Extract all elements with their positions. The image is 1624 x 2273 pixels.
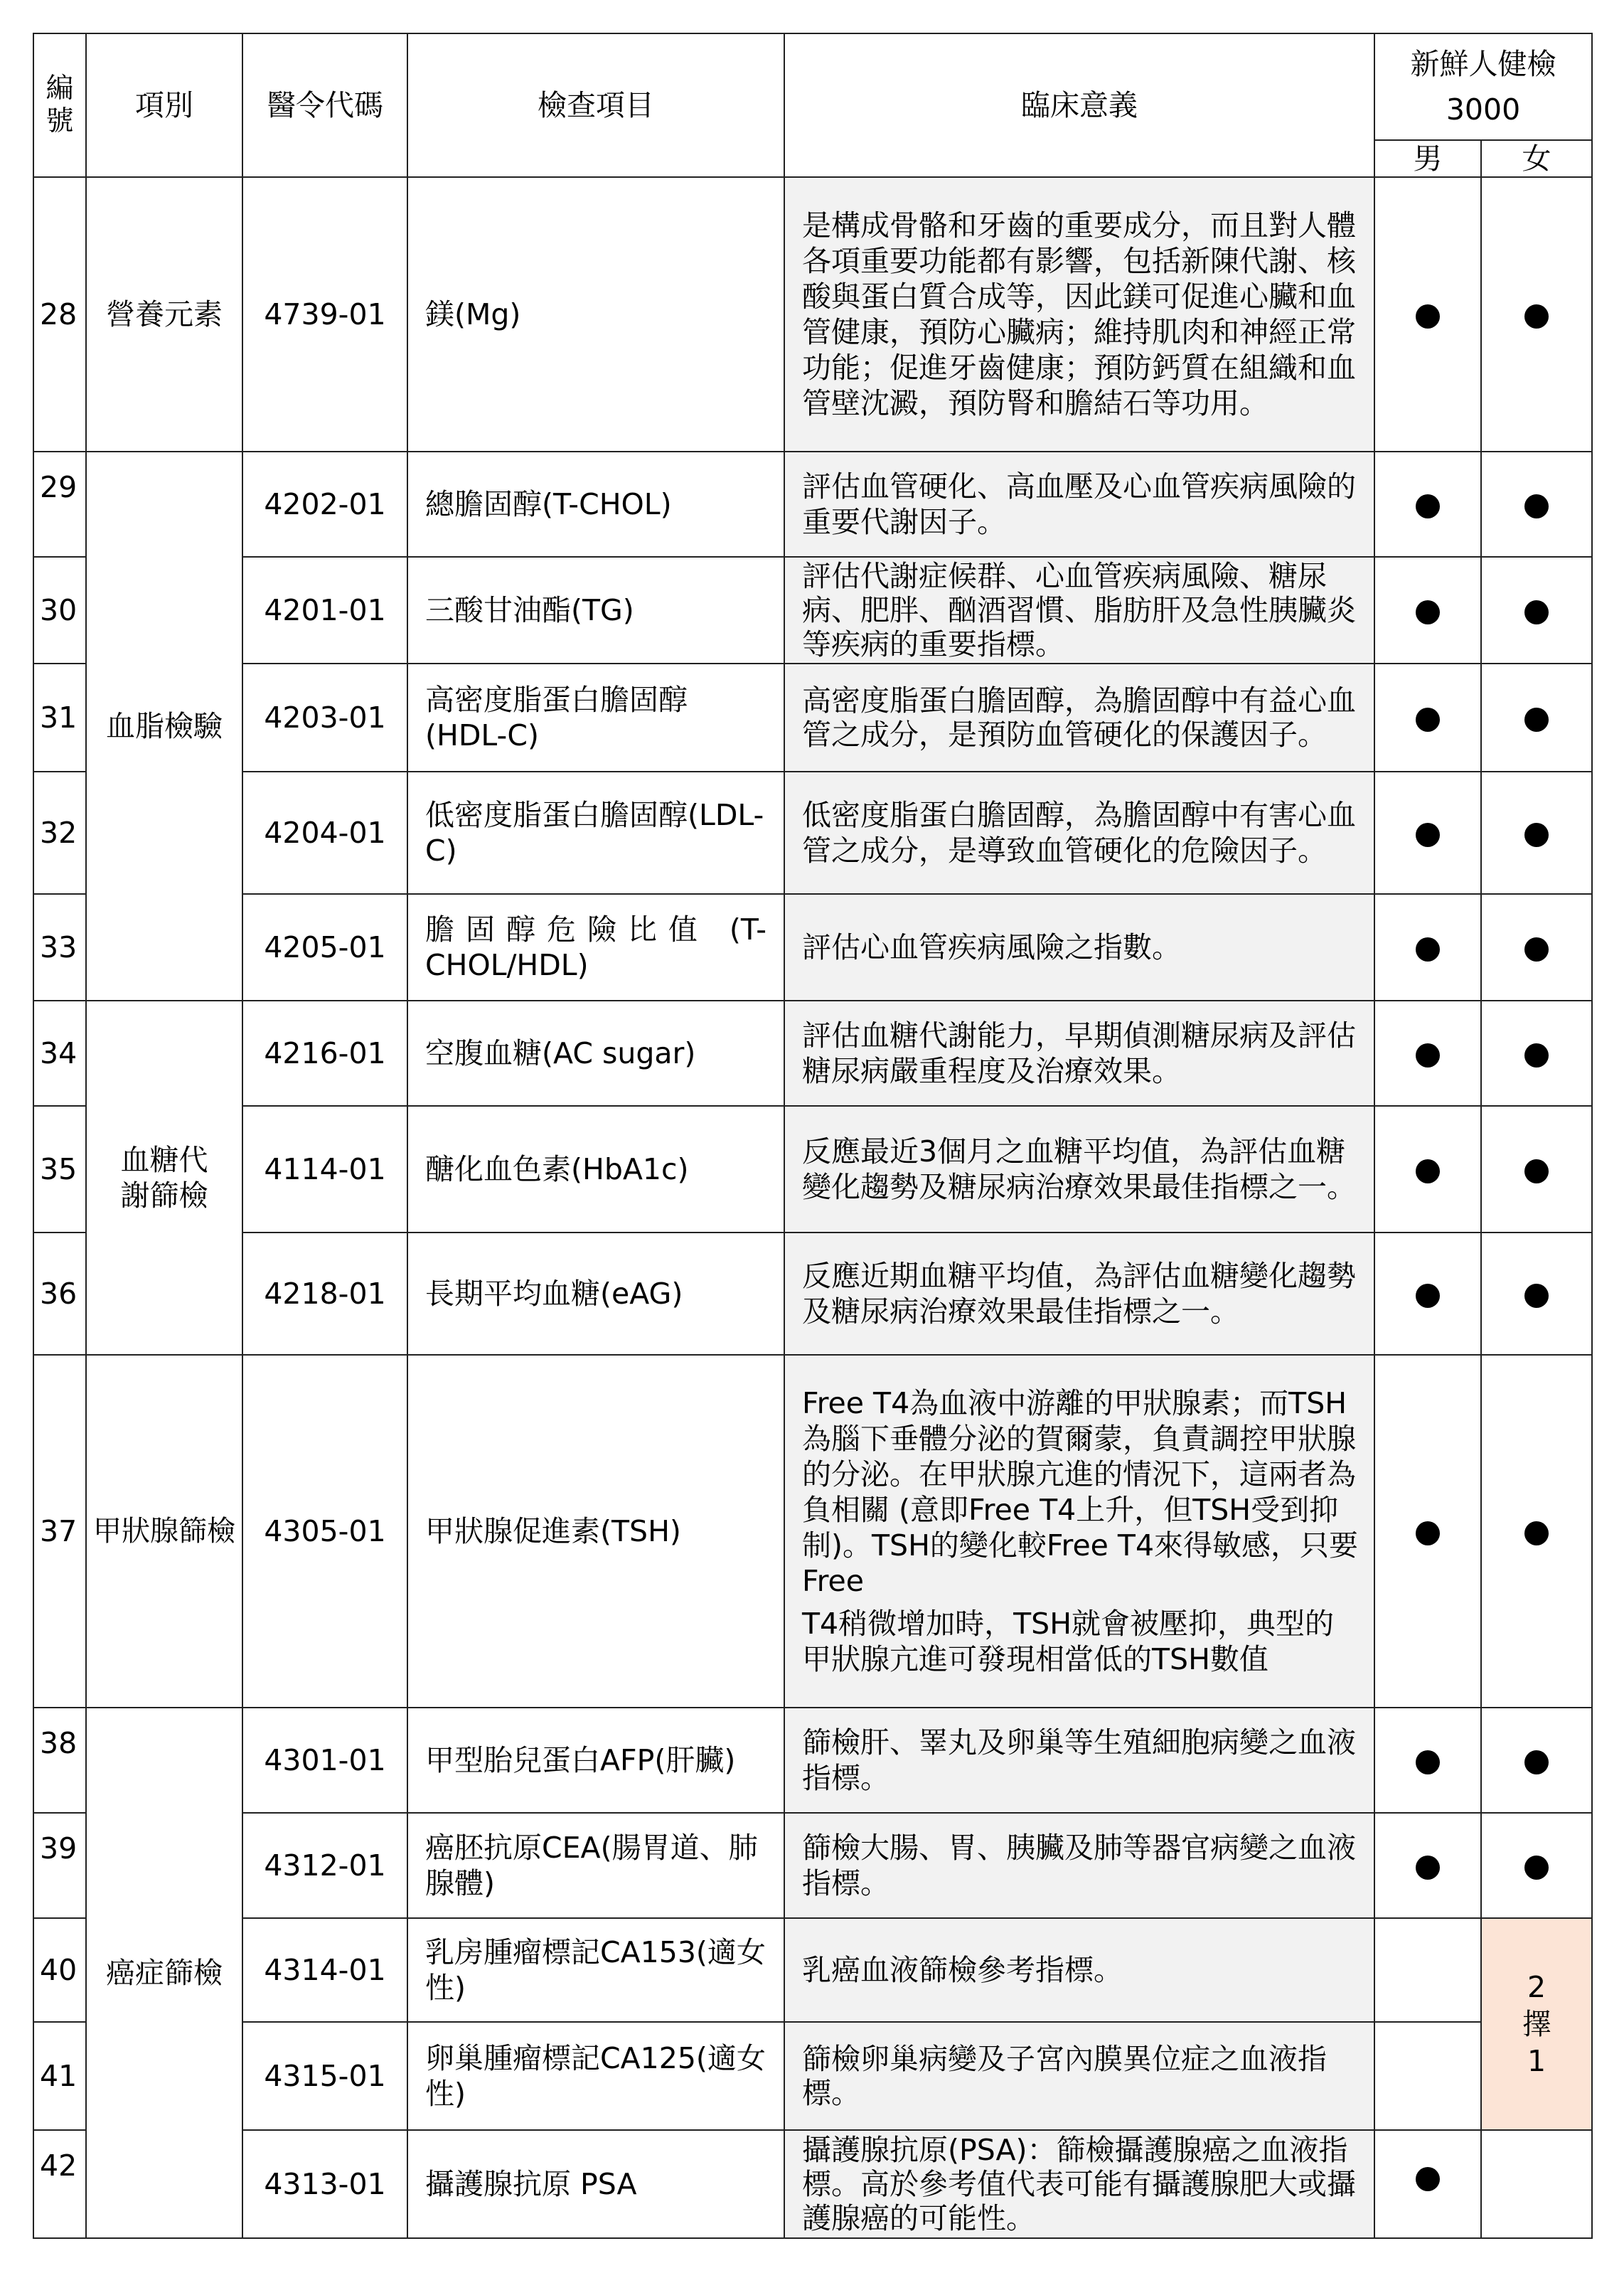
female-mark: [1481, 1355, 1592, 1708]
included-dot-icon: [1416, 1284, 1440, 1308]
female-mark: [1481, 894, 1592, 1001]
clinical-meaning: 評估代謝症候群、心血管疾病風險、糖尿病、肥胖、酗酒習慣、脂肪肝及急性胰臟炎等疾病的重要指標。: [784, 557, 1374, 664]
table-row: [33, 1106, 1592, 1233]
male-mark: [1374, 1918, 1481, 2022]
table-row: [33, 557, 1592, 664]
table-row: [33, 1708, 1592, 1813]
table-row: [33, 664, 1592, 772]
row-num: 40: [33, 1918, 86, 2022]
clinical-meaning: 反應最近3個月之血糖平均值，為評估血糖變化趨勢及糖尿病治療效果最佳指標之一。: [784, 1106, 1374, 1233]
table-row: [33, 1233, 1592, 1355]
female-mark: [1481, 452, 1592, 557]
row-num: 32: [33, 772, 86, 894]
row-num: 28: [33, 177, 86, 452]
included-dot-icon: [1416, 937, 1440, 962]
row-num: 35: [33, 1106, 86, 1233]
clinical-meaning-part2: T4稍微增加時，TSH就會被壓抑，典型的甲狀腺亢進可發現相當低的TSH數值: [802, 1607, 1335, 1676]
order-code: 4205-01: [242, 894, 407, 1001]
included-dot-icon: [1524, 1043, 1549, 1068]
female-mark: [1481, 664, 1592, 772]
table-row: [33, 1355, 1592, 1708]
included-dot-icon: [1416, 823, 1440, 847]
clinical-meaning: 攝護腺抗原(PSA)：篩檢攝護腺癌之血液指標。高於參考值代表可能有攝護腺肥大或攝護腺癌的可能性。: [784, 2130, 1374, 2238]
clinical-meaning: 是構成骨骼和牙齒的重要成分，而且對人體各項重要功能都有影響，包括新陳代謝、核酸與蛋白質合成等，因此鎂可促進心臟和血管健康，預防心臟病；維持肌肉和神經正常功能；促進牙齒健康；預防鈣質在組織和血管壁沈澱，預防腎和膽結石等功用。: [784, 177, 1374, 452]
header-num: 編號: [33, 33, 86, 177]
test-item: 乳房腫瘤標記CA153(適女性): [407, 1918, 784, 2022]
included-dot-icon: [1416, 1043, 1440, 1068]
test-item: 攝護腺抗原 PSA: [407, 2130, 784, 2238]
header-female: 女: [1481, 140, 1592, 177]
clinical-meaning: 評估心血管疾病風險之指數。: [784, 894, 1374, 1001]
male-mark: [1374, 1233, 1481, 1355]
header-item: 檢查項目: [407, 33, 784, 177]
order-code: 4314-01: [242, 1918, 407, 2022]
order-code: 4201-01: [242, 557, 407, 664]
row-num: 34: [33, 1001, 86, 1106]
male-mark: [1374, 2022, 1481, 2130]
choose-one-of-two: [1481, 1918, 1592, 2130]
clinical-meaning: [784, 1355, 1374, 1708]
order-code: 4216-01: [242, 1001, 407, 1106]
included-dot-icon: [1524, 1750, 1549, 1774]
row-num: 33: [33, 894, 86, 1001]
included-dot-icon: [1524, 1159, 1549, 1183]
test-item: 長期平均血糖(eAG): [407, 1233, 784, 1355]
included-dot-icon: [1416, 1856, 1440, 1880]
included-dot-icon: [1524, 937, 1549, 962]
order-code: 4315-01: [242, 2022, 407, 2130]
test-item: 卵巢腫瘤標記CA125(適女性): [407, 2022, 784, 2130]
order-code: 4305-01: [242, 1355, 407, 1708]
female-mark: [1481, 1233, 1592, 1355]
female-mark: [1481, 177, 1592, 452]
male-mark: [1374, 2130, 1481, 2238]
table-row: [33, 177, 1592, 452]
health-check-table: [33, 33, 1593, 2239]
header-male: 男: [1374, 140, 1481, 177]
female-mark: [1481, 2130, 1592, 2238]
clinical-meaning: 評估血糖代謝能力，早期偵測糖尿病及評估糖尿病嚴重程度及治療效果。: [784, 1001, 1374, 1106]
order-code: 4313-01: [242, 2130, 407, 2238]
choose-note: 2擇1: [1522, 1970, 1551, 2078]
row-num: 30: [33, 557, 86, 664]
male-mark: [1374, 1355, 1481, 1708]
test-item: 三酸甘油酯(TG): [407, 557, 784, 664]
included-dot-icon: [1416, 1750, 1440, 1774]
category-thyroid: 甲狀腺篩檢: [86, 1355, 242, 1708]
included-dot-icon: [1416, 494, 1440, 518]
test-item: 甲型胎兒蛋白AFP(肝臟): [407, 1708, 784, 1813]
clinical-meaning: 低密度脂蛋白膽固醇，為膽固醇中有害心血管之成分，是導致血管硬化的危險因子。: [784, 772, 1374, 894]
female-mark: [1481, 557, 1592, 664]
test-item: 醣化血色素(HbA1c): [407, 1106, 784, 1233]
included-dot-icon: [1524, 1856, 1549, 1880]
test-item: 總膽固醇(T-CHOL): [407, 452, 784, 557]
male-mark: [1374, 1813, 1481, 1918]
category-cancer: 癌症篩檢: [86, 1708, 242, 2238]
male-mark: [1374, 772, 1481, 894]
clinical-meaning: 篩檢大腸、胃、胰臟及肺等器官病變之血液指標。: [784, 1813, 1374, 1918]
category-nutrition: 營養元素: [86, 177, 242, 452]
test-item: 癌胚抗原CEA(腸胃道、肺腺體): [407, 1813, 784, 1918]
male-mark: [1374, 557, 1481, 664]
order-code: 4114-01: [242, 1106, 407, 1233]
test-item: 空腹血糖(AC sugar): [407, 1001, 784, 1106]
header-code: 醫令代碼: [242, 33, 407, 177]
male-mark: [1374, 177, 1481, 452]
included-dot-icon: [1416, 600, 1440, 624]
included-dot-icon: [1416, 1159, 1440, 1183]
table-row: [33, 894, 1592, 1001]
test-item: 甲狀腺促進素(TSH): [407, 1355, 784, 1708]
category-glucose: [86, 1001, 242, 1355]
row-num: 41: [33, 2022, 86, 2130]
table-row: [33, 2022, 1592, 2130]
clinical-meaning-part1: Free T4為血液中游離的甲狀腺素；而TSH 為腦下垂體分泌的賀爾蒙，負責調控甲狀腺的分泌。在甲狀腺亢進的情況下，這兩者為負相關 (意即Free T4上升，但TSH受到抑制)。TSH的變化較Free T4來得敏感，只要Free: [802, 1386, 1359, 1598]
order-code: 4202-01: [242, 452, 407, 557]
table-row: [33, 1918, 1592, 2022]
male-mark: [1374, 452, 1481, 557]
test-item: 鎂(Mg): [407, 177, 784, 452]
row-num: 37: [33, 1355, 86, 1708]
female-mark: [1481, 1813, 1592, 1918]
included-dot-icon: [1416, 1521, 1440, 1545]
table-row: [33, 1813, 1592, 1918]
clinical-meaning: 高密度脂蛋白膽固醇，為膽固醇中有益心血管之成分，是預防血管硬化的保護因子。: [784, 664, 1374, 772]
included-dot-icon: [1416, 304, 1440, 329]
male-mark: [1374, 894, 1481, 1001]
package-price: 3000: [1446, 92, 1521, 127]
row-num: 38: [33, 1708, 86, 1813]
test-item: 低密度脂蛋白膽固醇(LDL-C): [407, 772, 784, 894]
header-package: [1374, 33, 1592, 140]
row-num: 42: [33, 2130, 86, 2238]
female-mark: [1481, 1001, 1592, 1106]
male-mark: [1374, 664, 1481, 772]
clinical-meaning: 篩檢卵巢病變及子宮內膜異位症之血液指標。: [784, 2022, 1374, 2130]
header-category: 項別: [86, 33, 242, 177]
order-code: 4203-01: [242, 664, 407, 772]
female-mark: [1481, 1708, 1592, 1813]
clinical-meaning: 篩檢肝、睪丸及卵巢等生殖細胞病變之血液指標。: [784, 1708, 1374, 1813]
female-mark: [1481, 772, 1592, 894]
row-num: 29: [33, 452, 86, 557]
clinical-meaning: 乳癌血液篩檢參考指標。: [784, 1918, 1374, 2022]
order-code: 4204-01: [242, 772, 407, 894]
row-num: 31: [33, 664, 86, 772]
included-dot-icon: [1416, 2167, 1440, 2191]
included-dot-icon: [1524, 600, 1549, 624]
female-mark: [1481, 1106, 1592, 1233]
table-row: [33, 772, 1592, 894]
table-row: [33, 452, 1592, 557]
test-item: 膽固醇危險比值 (T-CHOL/HDL): [407, 894, 784, 1001]
male-mark: [1374, 1106, 1481, 1233]
category-lipid: 血脂檢驗: [86, 452, 242, 1001]
row-num: 36: [33, 1233, 86, 1355]
male-mark: [1374, 1001, 1481, 1106]
order-code: 4301-01: [242, 1708, 407, 1813]
package-name: 新鮮人健檢: [1410, 47, 1556, 81]
test-item: 高密度脂蛋白膽固醇(HDL-C): [407, 664, 784, 772]
order-code: 4218-01: [242, 1233, 407, 1355]
table-row: [33, 2130, 1592, 2238]
male-mark: [1374, 1708, 1481, 1813]
order-code: 4312-01: [242, 1813, 407, 1918]
included-dot-icon: [1524, 1521, 1549, 1545]
header-meaning: 臨床意義: [784, 33, 1374, 177]
clinical-meaning: 評估血管硬化、高血壓及心血管疾病風險的重要代謝因子。: [784, 452, 1374, 557]
included-dot-icon: [1524, 1284, 1549, 1308]
clinical-meaning: 反應近期血糖平均值，為評估血糖變化趨勢及糖尿病治療效果最佳指標之一。: [784, 1233, 1374, 1355]
included-dot-icon: [1524, 304, 1549, 329]
table-row: [33, 1001, 1592, 1106]
included-dot-icon: [1524, 708, 1549, 732]
included-dot-icon: [1524, 494, 1549, 518]
included-dot-icon: [1524, 823, 1549, 847]
included-dot-icon: [1416, 708, 1440, 732]
row-num: 39: [33, 1813, 86, 1918]
order-code: 4739-01: [242, 177, 407, 452]
category-glucose-label: 血糖代謝篩檢: [120, 1143, 208, 1213]
